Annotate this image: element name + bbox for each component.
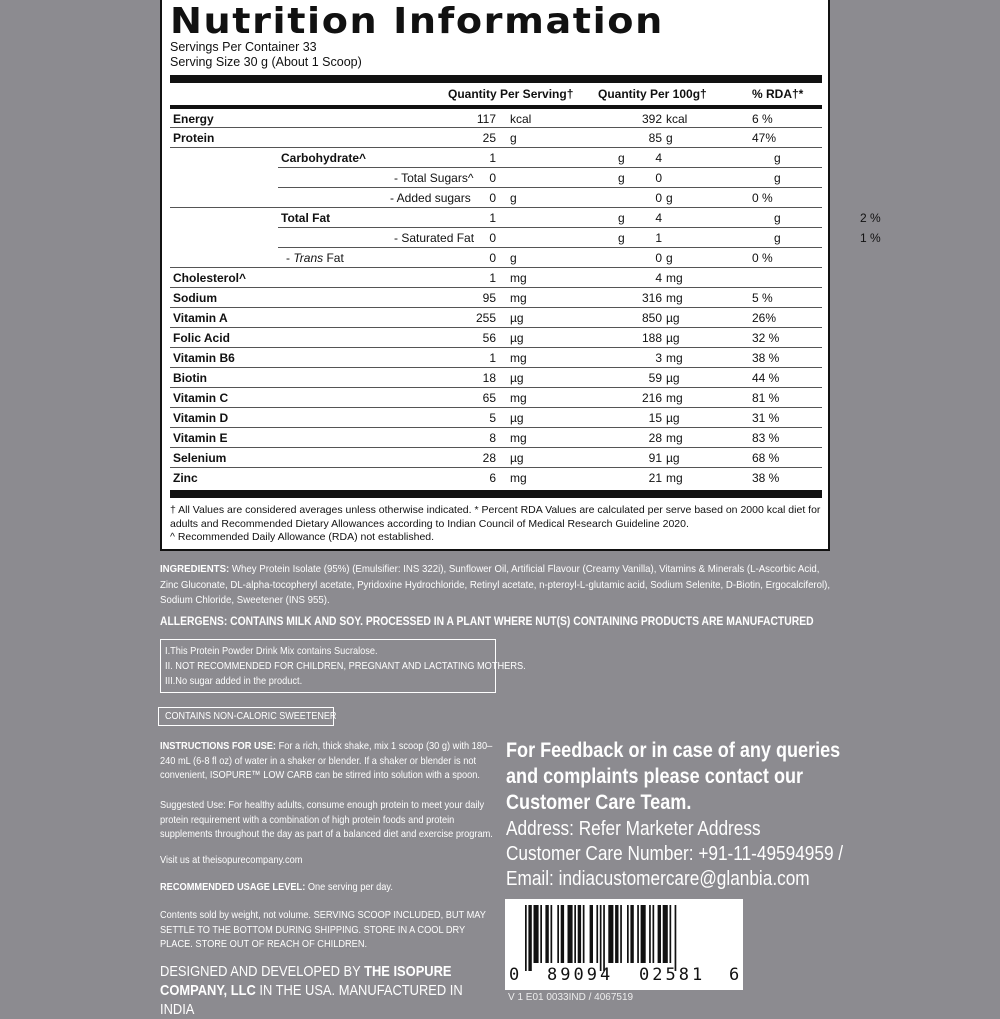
barcode-check-digit: 6 xyxy=(729,965,740,985)
unit-per-serving: mg xyxy=(510,431,527,445)
unit-per-serving: kcal xyxy=(510,112,532,126)
qty-per-100g: 316 xyxy=(641,291,662,305)
nutrient-row xyxy=(170,248,822,268)
qty-per-100g: 392 xyxy=(641,112,662,126)
warnings-box xyxy=(160,639,526,693)
nutrient-row xyxy=(170,308,822,328)
nutrient-name: Zinc xyxy=(173,471,198,485)
barcode-bar xyxy=(557,905,559,963)
unit-per-100g: g xyxy=(774,171,781,185)
qty-per-serving: 25 xyxy=(482,131,496,145)
unit-per-serving: g xyxy=(618,171,625,185)
nutrient-subname: - Trans Fat xyxy=(286,251,344,265)
nutrient-row xyxy=(170,188,822,208)
sweetener-badge: CONTAINS NON-CALORIC SWEETENER xyxy=(158,707,334,726)
rda-percent: 0 % xyxy=(752,191,773,205)
unit-per-100g: kcal xyxy=(666,112,688,126)
unit-per-serving: mg xyxy=(510,291,527,305)
nutrient-subname: - Added sugars xyxy=(390,191,471,205)
unit-per-100g: g xyxy=(666,131,673,145)
barcode-bar xyxy=(583,905,585,963)
nutrient-row xyxy=(170,388,822,408)
qty-per-serving: 0 xyxy=(489,231,496,245)
warning-note: II. NOT RECOMMENDED FOR CHILDREN, PREGNANT AND LACTATING MOTHERS. xyxy=(165,660,526,672)
unit-per-serving: g xyxy=(618,151,625,165)
barcode-bar xyxy=(620,905,622,963)
allergens-statement: ALLERGENS: CONTAINS MILK AND SOY. PROCESSED IN A PLANT WHERE NUT(S) CONTAINING PRODUCTS ARE MANUFACTURED xyxy=(160,616,814,628)
unit-per-serving: µg xyxy=(510,331,524,345)
nutrition-title: Nutrition Information xyxy=(170,1,664,42)
unit-per-100g: mg xyxy=(666,391,683,405)
barcode-bar xyxy=(615,905,618,963)
rda-percent: 1 % xyxy=(860,231,881,245)
unit-per-100g: g xyxy=(774,211,781,225)
nutrient-name: Protein xyxy=(173,131,215,145)
qty-per-100g: 4 xyxy=(655,151,662,165)
rda-percent: 38 % xyxy=(752,351,780,365)
unit-per-100g: mg xyxy=(666,471,683,485)
thick-divider xyxy=(170,75,822,83)
nutrient-row xyxy=(170,368,822,388)
nutrient-name: Energy xyxy=(173,112,214,126)
warning-note: III.No sugar added in the product. xyxy=(165,675,303,687)
qty-per-100g: 4 xyxy=(655,211,662,225)
serving-size: Serving Size 30 g (About 1 Scoop) xyxy=(170,55,362,69)
barcode-bar xyxy=(528,905,531,971)
qty-per-100g: 85 xyxy=(648,131,662,145)
rda-percent: 81 % xyxy=(752,391,780,405)
qty-per-100g: 216 xyxy=(641,391,662,405)
unit-per-serving: µg xyxy=(510,411,524,425)
barcode-digits xyxy=(509,965,741,987)
qty-per-100g: 4 xyxy=(655,271,662,285)
barcode-bar xyxy=(568,905,573,963)
unit-per-serving: mg xyxy=(510,391,527,405)
unit-per-100g: g xyxy=(666,191,673,205)
unit-per-100g: g xyxy=(666,251,673,265)
barcode-bar xyxy=(603,905,605,971)
nutrient-name: Selenium xyxy=(173,451,227,465)
barcode-bar xyxy=(637,905,639,963)
header-per-serving: Quantity Per Serving† xyxy=(448,87,574,101)
qty-per-serving: 28 xyxy=(482,451,496,465)
address-line: Address: Refer Marketer Address xyxy=(506,817,761,840)
unit-per-serving: µg xyxy=(510,451,524,465)
qty-per-serving: 18 xyxy=(482,371,496,385)
qty-per-100g: 59 xyxy=(648,371,662,385)
qty-per-serving: 0 xyxy=(489,171,496,185)
qty-per-100g: 91 xyxy=(648,451,662,465)
thick-divider-bottom xyxy=(170,490,822,498)
qty-per-100g: 28 xyxy=(648,431,662,445)
barcode-bar xyxy=(608,905,613,963)
barcode-bar xyxy=(653,905,655,963)
nutrient-name: Folic Acid xyxy=(173,331,230,345)
unit-per-serving: mg xyxy=(510,351,527,365)
unit-per-serving: g xyxy=(510,191,517,205)
qty-per-100g: 3 xyxy=(655,351,662,365)
barcode-bar xyxy=(641,905,646,963)
qty-per-100g: 21 xyxy=(648,471,662,485)
unit-per-100g: mg xyxy=(666,291,683,305)
nutrient-row xyxy=(170,128,822,148)
qty-per-serving: 1 xyxy=(489,151,496,165)
qty-per-100g: 188 xyxy=(641,331,662,345)
nutrient-row xyxy=(278,148,822,168)
nutrient-row xyxy=(278,168,822,188)
rda-percent: 47% xyxy=(752,131,777,145)
unit-per-100g: g xyxy=(774,151,781,165)
customer-care-number: Customer Care Number: +91-11-49594959 / xyxy=(506,842,844,865)
nutrient-row xyxy=(278,208,881,228)
barcode-bar xyxy=(545,905,548,963)
rda-percent: 0 % xyxy=(752,251,773,265)
footnote-rda: ^ Recommended Daily Allowance (RDA) not established. xyxy=(170,531,435,543)
header-rda: % RDA†* xyxy=(752,87,804,101)
nutrient-row xyxy=(170,348,822,368)
qty-per-serving: 8 xyxy=(489,431,496,445)
unit-per-100g: µg xyxy=(666,451,680,465)
nutrient-row xyxy=(170,328,822,348)
barcode-bar xyxy=(596,905,598,963)
barcode-bar xyxy=(663,905,668,963)
column-headers xyxy=(170,83,822,105)
qty-per-100g: 0 xyxy=(655,171,662,185)
barcode-bar xyxy=(600,905,602,971)
unit-per-serving: mg xyxy=(510,271,527,285)
barcode-digits-right: 02581 xyxy=(639,965,706,985)
qty-per-100g: 850 xyxy=(641,311,662,325)
usage-label: RECOMMENDED USAGE LEVEL: xyxy=(160,881,306,893)
contact-details xyxy=(506,816,859,891)
unit-per-serving: g xyxy=(618,211,625,225)
unit-per-100g: mg xyxy=(666,431,683,445)
rda-percent: 38 % xyxy=(752,471,780,485)
barcode-bar xyxy=(578,905,581,963)
rda-percent: 6 % xyxy=(752,112,773,126)
qty-per-serving: 65 xyxy=(482,391,496,405)
qty-per-100g: 0 xyxy=(655,191,662,205)
qty-per-serving: 0 xyxy=(489,251,496,265)
nutrient-name: Carbohydrate^ xyxy=(281,151,367,165)
unit-per-100g: µg xyxy=(666,411,680,425)
unit-per-serving: g xyxy=(510,251,517,265)
barcode-bar xyxy=(649,905,651,963)
nutrient-row xyxy=(170,109,822,128)
nutrient-name: Total Fat xyxy=(281,211,331,225)
unit-per-100g: mg xyxy=(666,271,683,285)
barcode-bar xyxy=(627,905,629,963)
rda-percent: 2 % xyxy=(860,211,881,225)
email-line: Email: indiacustomercare@glanbia.com xyxy=(506,867,810,890)
rda-percent: 44 % xyxy=(752,371,780,385)
nutrient-row xyxy=(170,268,822,288)
nutrient-row xyxy=(170,448,822,468)
barcode-bar xyxy=(525,905,527,971)
barcode-bar xyxy=(540,905,542,963)
qty-per-serving: 255 xyxy=(475,311,496,325)
ingredients-text xyxy=(160,562,832,609)
barcode-bar xyxy=(551,905,553,963)
nutrient-name: Vitamin B6 xyxy=(173,351,235,365)
unit-per-serving: µg xyxy=(510,311,524,325)
nutrient-rows xyxy=(170,109,881,488)
ingredients-list: Whey Protein Isolate (95%) (Emulsifier: INS 322i), Sunflower Oil, Artificial Flavour (Creamy Vanilla), Vitamins & Minerals (L-Ascorbic Acid, Zinc Gluconate, DL-alpha-tocopheryl acetate, Pyridoxine Hydrochloride, Retinyl acetate, n-pteroyl-L-glutamic acid, Sodium Selenite, D-Biotin, Ergocalciferol), Sodium Chloride, Sweetener (INS 955). xyxy=(160,563,831,606)
footnote-averages: † All Values are considered averages unless otherwise indicated. * Percent RDA Values are calculated per serve based on 2000 kcal diet for adults and Recommended Dietary Allowances according to Indian Council of Medical Research Guideline 2020. xyxy=(170,504,821,530)
rda-percent: 31 % xyxy=(752,411,780,425)
suggested-use-text: Suggested Use: For healthy adults, consume enough protein to meet your daily protein requirement with a combination of high protein foods and protein supplements throughout the day as part of a balanced diet and exercise program. xyxy=(160,799,493,840)
barcode-bar xyxy=(675,905,677,971)
feedback-heading: For Feedback or in case of any queries and complaints please contact our Customer Care Team. xyxy=(506,739,841,814)
barcode-bar xyxy=(658,905,661,963)
qty-per-serving: 117 xyxy=(476,112,496,126)
qty-per-serving: 5 xyxy=(489,411,496,425)
designed-by-text: DESIGNED AND DEVELOPED BY THE ISOPURE COMPANY, LLC IN THE USA. MANUFACTURED IN INDIA xyxy=(160,963,463,1018)
nutrient-row xyxy=(170,468,822,488)
nutrient-subname: - Total Sugars^ xyxy=(394,171,474,185)
unit-per-100g: µg xyxy=(666,371,680,385)
nutrient-name: Vitamin A xyxy=(173,311,228,325)
nutrient-row xyxy=(170,428,822,448)
header-per-100g: Quantity Per 100g† xyxy=(598,87,707,101)
unit-per-100g: mg xyxy=(666,351,683,365)
barcode-bar xyxy=(590,905,593,963)
barcode-bar xyxy=(630,905,633,963)
unit-per-serving: µg xyxy=(510,371,524,385)
qty-per-serving: 56 xyxy=(482,331,496,345)
unit-per-100g: µg xyxy=(666,311,680,325)
qty-per-serving: 0 xyxy=(489,191,496,205)
barcode xyxy=(505,899,743,990)
instructions-text: INSTRUCTIONS FOR USE: For a rich, thick shake, mix 1 scoop (30 g) with 180–240 mL (6-8 fl oz) of water in a shaker or blender. If a shaker or blender is not convenient, ISOPURE™ LOW CARB can be stirred into solution with a spoon. xyxy=(160,740,493,781)
storage-text: Contents sold by weight, not volume. SERVING SCOOP INCLUDED, BUT MAY SETTLE TO THE BOTTOM DURING SHIPPING. STORE IN A COOL DRY PLACE. STORE OUT OF REACH OF CHILDREN. xyxy=(160,909,486,950)
website-text: Visit us at theisopurecompany.com xyxy=(160,854,303,866)
servings-per-container: Servings Per Container 33 xyxy=(170,40,317,54)
nutrient-name: Vitamin E xyxy=(173,431,228,445)
barcode-bar xyxy=(561,905,564,963)
unit-per-100g: g xyxy=(774,231,781,245)
qty-per-serving: 1 xyxy=(489,211,496,225)
nutrient-name: Sodium xyxy=(173,291,217,305)
qty-per-100g: 15 xyxy=(648,411,662,425)
qty-per-serving: 1 xyxy=(489,351,496,365)
unit-per-serving: g xyxy=(510,131,517,145)
barcode-digit-first: 0 xyxy=(509,965,520,985)
lot-code: V 1 E01 0033IND / 4067519 xyxy=(508,992,634,1003)
barcode-bars xyxy=(525,905,725,971)
unit-per-100g: µg xyxy=(666,331,680,345)
usage-level-text: RECOMMENDED USAGE LEVEL: One serving per day. xyxy=(160,881,393,893)
nutrient-subname: - Saturated Fat xyxy=(394,231,475,245)
nutrition-panel xyxy=(160,0,881,551)
rda-percent: 68 % xyxy=(752,451,780,465)
qty-per-100g: 0 xyxy=(655,251,662,265)
nutrient-row xyxy=(170,408,822,428)
nutrient-row xyxy=(170,288,822,308)
qty-per-serving: 6 xyxy=(489,471,496,485)
unit-per-serving: mg xyxy=(510,471,527,485)
nutrient-name: Cholesterol^ xyxy=(173,271,247,285)
barcode-bar xyxy=(534,905,539,963)
rda-percent: 83 % xyxy=(752,431,780,445)
nutrient-name: Vitamin D xyxy=(173,411,229,425)
unit-per-serving: g xyxy=(618,231,625,245)
warning-note: I.This Protein Powder Drink Mix contains Sucralose. xyxy=(165,645,378,657)
qty-per-serving: 95 xyxy=(482,291,496,305)
ingredients-label: INGREDIENTS: xyxy=(160,563,230,575)
rda-percent: 5 % xyxy=(752,291,773,305)
qty-per-100g: 1 xyxy=(655,231,662,245)
rda-percent: 26% xyxy=(752,311,777,325)
barcode-bar xyxy=(670,905,672,963)
instructions-label: INSTRUCTIONS FOR USE: xyxy=(160,740,277,752)
barcode-bar xyxy=(574,905,576,963)
nutrient-name: Vitamin C xyxy=(173,391,229,405)
nutrient-row xyxy=(278,228,881,248)
qty-per-serving: 1 xyxy=(489,271,496,285)
nutrient-name: Biotin xyxy=(173,371,207,385)
rda-percent: 32 % xyxy=(752,331,780,345)
barcode-digits-left: 89094 xyxy=(547,965,614,985)
